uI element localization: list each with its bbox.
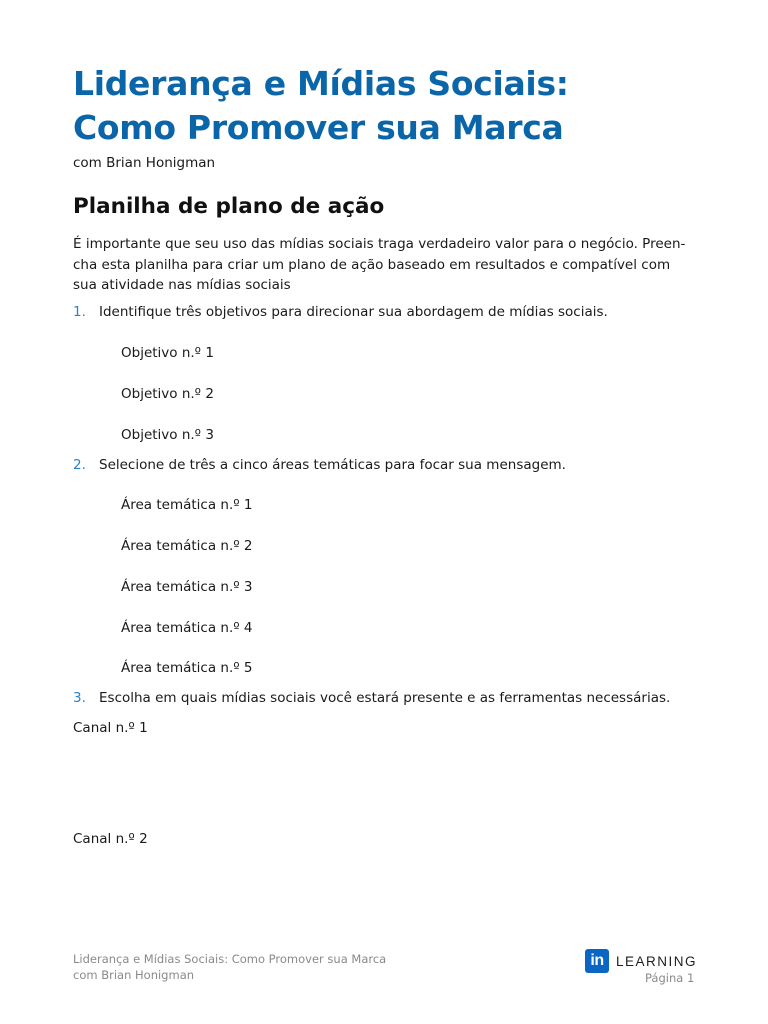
intro-line: É importante que seu uso das mídias sociais traga verdadeiro valor para o negócio. Preen-	[73, 236, 686, 252]
footer-course-title: Liderança e Mídias Sociais: Como Promover sua Marca	[73, 952, 387, 966]
step-text: Identifique três objetivos para direcionar sua abordagem de mídias sociais.	[99, 304, 608, 320]
theme-area-item: Área temática n.º 2	[121, 538, 253, 554]
theme-area-item: Área temática n.º 1	[121, 497, 253, 513]
objective-item: Objetivo n.º 2	[121, 386, 214, 402]
step-1	[73, 304, 608, 320]
logo-wordmark: LEARNING	[616, 953, 698, 969]
page-number: Página 1	[645, 971, 695, 985]
title-line-1: Liderança e Mídias Sociais:	[73, 64, 569, 103]
linkedin-learning-logo	[585, 949, 697, 973]
channel-item: Canal n.º 2	[73, 831, 148, 847]
document-title	[73, 62, 713, 150]
objective-item: Objetivo n.º 1	[121, 345, 214, 361]
intro-line: cha esta planilha para criar um plano de ação baseado em resultados e compatível com	[73, 256, 671, 273]
objective-item: Objetivo n.º 3	[121, 427, 214, 443]
footer-course-info	[73, 952, 386, 983]
step-text: Escolha em quais mídias sociais você estará presente e as ferramentas necessárias.	[99, 690, 671, 706]
footer-author: com Brian Honigman	[73, 967, 195, 982]
linkedin-in-icon: in	[585, 949, 609, 973]
step-number: 1.	[73, 304, 86, 320]
title-line-2: Como Promover sua Marca	[73, 108, 564, 147]
step-number: 3.	[73, 690, 86, 706]
step-3	[73, 690, 670, 706]
theme-area-item: Área temática n.º 4	[121, 620, 253, 636]
theme-area-item: Área temática n.º 3	[121, 579, 253, 595]
step-2	[73, 457, 566, 473]
author-line: com Brian Honigman	[73, 155, 216, 171]
intro-paragraph	[73, 234, 703, 296]
step-number: 2.	[73, 457, 86, 473]
channel-item: Canal n.º 1	[73, 720, 148, 736]
intro-line: sua atividade nas mídias sociais	[73, 277, 291, 293]
step-text: Selecione de três a cinco áreas temáticas para focar sua mensagem.	[99, 457, 566, 473]
theme-area-item: Área temática n.º 5	[121, 660, 253, 676]
section-heading: Planilha de plano de ação	[73, 194, 385, 219]
